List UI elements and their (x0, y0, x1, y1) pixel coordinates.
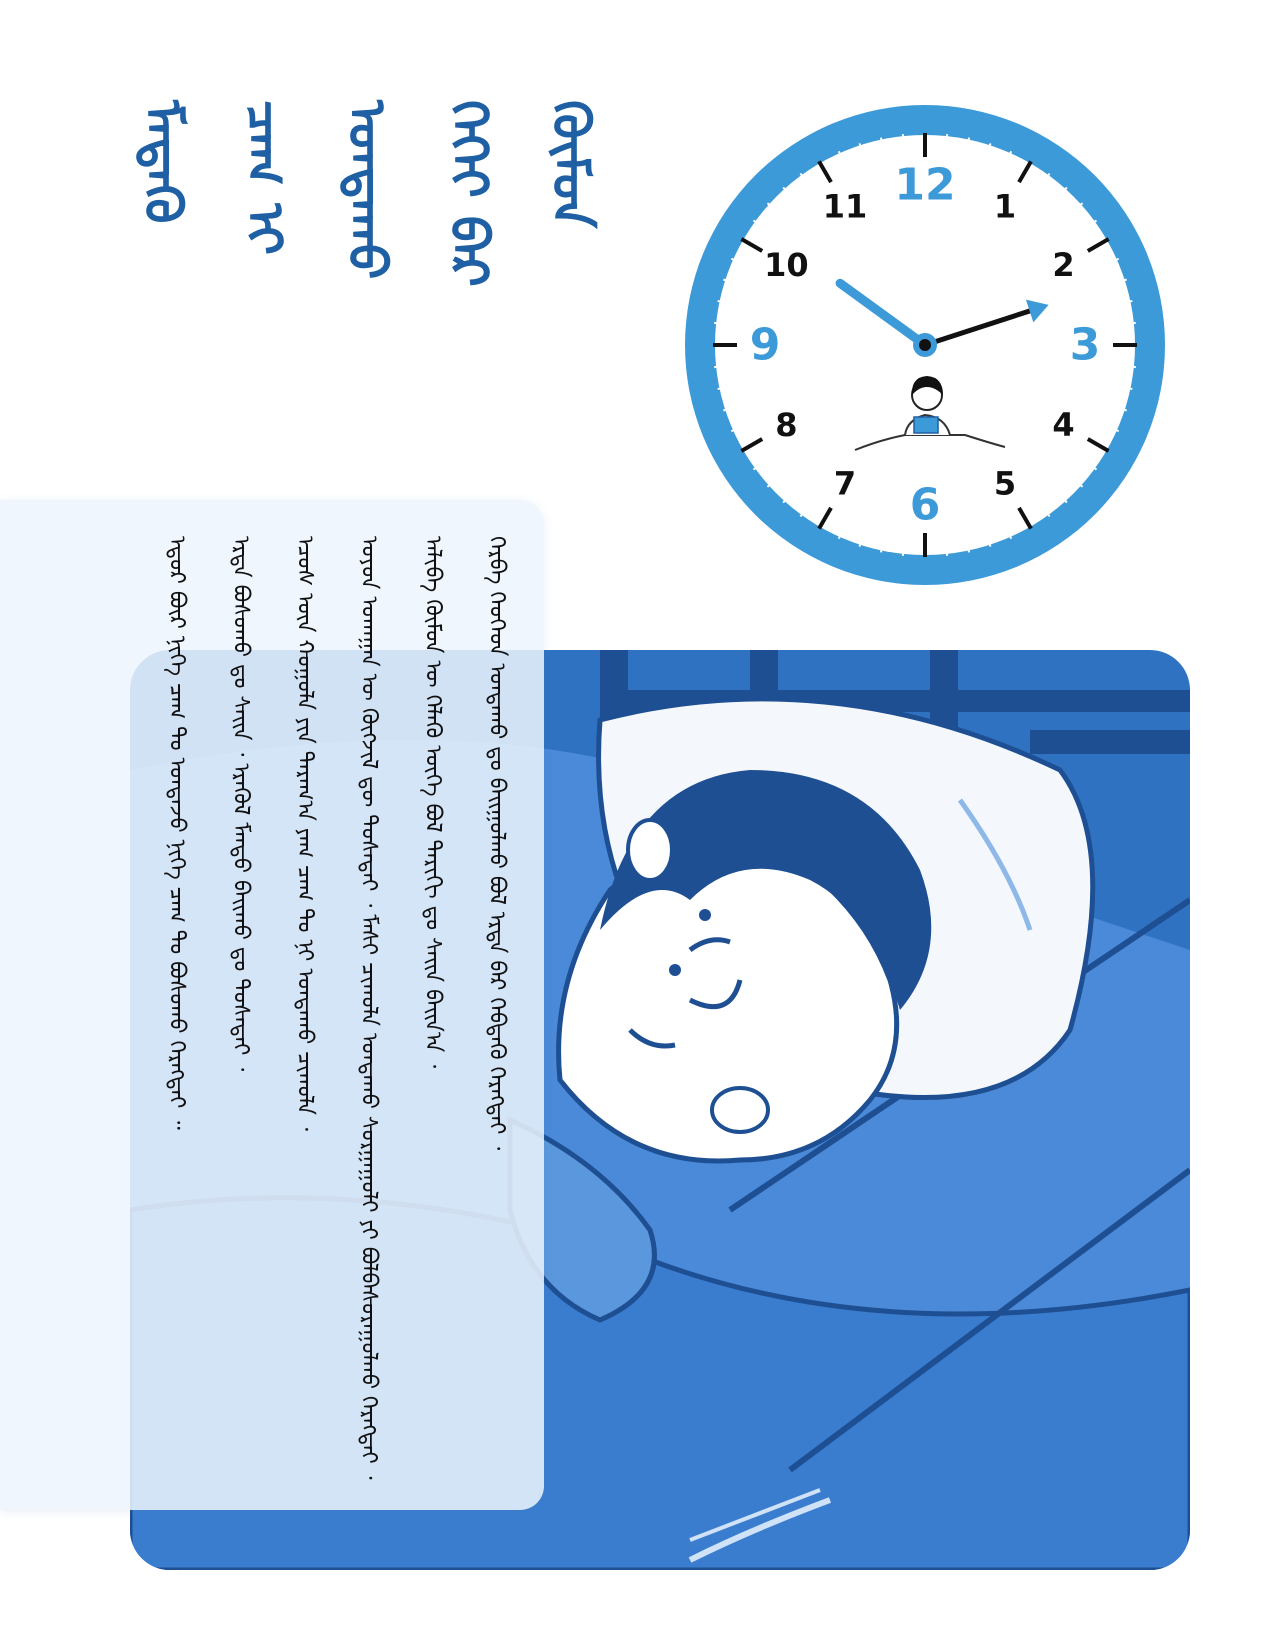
clock-number: 2 (1052, 246, 1075, 284)
text-panel (0, 500, 544, 1510)
title-line: ᠬᠡᠭᠡᠢ ᠪᠡᠷ (438, 100, 498, 287)
clock-minute-tick (903, 544, 904, 556)
clock-number: 8 (775, 406, 798, 444)
body-text-line: ᠬᠡᠷᠪᠡ ᠬᠡᠦᠬᠡᠳ ᠤᠨᠲᠠᠬᠤ ᠳᠤ ᠪᠠᠢᠭᠤᠯᠬᠤ ᠪᠣᠯ ᠡᠷᠲᠡ ᠪᠡᠷ ᠬᠡᠪᠲᠡᠬᠦ ᠬᠡᠷᠡᠭᠲᠡᠢ ᠂ (484, 536, 509, 1151)
title-line: ᠴᠠᠭ ᠢ (234, 100, 294, 255)
clock-center-dot (919, 339, 931, 351)
clock-number: 10 (764, 246, 809, 284)
body-text (40, 536, 520, 1480)
clock-number: 9 (749, 319, 781, 371)
body-text-line: ᠠᠯᠢᠪᠠ ᠬᠦᠮᠦᠨ ᠦ ᠬᠡᠯᠡᠬᠦ ᠦᠭᠡ ᠪᠣᠯ ᠲᠠᠷᠢᠬᠢ ᠳᠤ ᠰᠠᠢᠨ ᠪᠠᠢᠨ᠎ᠠ ᠂ (420, 536, 445, 1069)
clock-minute-tick (903, 134, 904, 146)
clock-minute-tick (1124, 366, 1136, 367)
body-text-line: ᠡᠴᠦᠰ ᠦᠨ ᠬᠣᠭᠣᠯᠠ ᠶᠢᠨ ᠳᠠᠷᠠᠭ᠎ᠠ ᠶᠠᠭ ᠴᠠᠭ ᠲᠤ ᠨᠢ ᠤᠨᠲᠠᠬᠤ ᠴᠢᠬᠤᠯᠠ ᠂ (292, 536, 317, 1131)
title-line: ᠮᠡᠳᠡᠬᠦ (132, 100, 192, 224)
clock-number: 7 (833, 464, 857, 503)
clock-minute-tick (714, 323, 726, 324)
clock-number: 3 (1069, 319, 1101, 371)
clock-minute-tick (1124, 323, 1136, 324)
clock-number: 4 (1052, 406, 1075, 444)
clock-number: 6 (909, 479, 941, 531)
clock-number: 1 (993, 187, 1017, 226)
clock-minute-tick (714, 366, 726, 367)
wall-clock (675, 95, 1175, 595)
clock-minute-tick (946, 544, 947, 556)
clock-number: 12 (894, 159, 956, 211)
clock-number: 5 (993, 464, 1017, 503)
clock-minute-tick (946, 134, 947, 146)
body-text-line: ᠣᠶᠤᠨ ᠤᠬᠠᠭᠠᠨ ᠦ ᠬᠥᠭᠵᠢᠯ ᠳᠦ ᠲᠤᠰᠠᠲᠠᠢ ᠂ ᠮᠠᠰᠢ ᠴᠢᠬᠤᠯᠠ ᠤᠨᠲᠠᠬᠤ ᠰᠤᠷᠭᠠᠭᠤᠯᠢ ᠶᠢ ᠪᠣᠯᠪᠠᠰᠤᠷᠠᠭᠤᠯᠬᠤ ᠬᠡᠷᠡᠭᠲᠡᠢ ᠂ (356, 536, 381, 1480)
title-line: ᠬᠦᠮᠦᠨ (540, 100, 600, 229)
title-block (100, 100, 600, 400)
title-line: ᠤᠨᠲᠠᠬᠤ (336, 100, 396, 280)
clock-number: 11 (822, 187, 868, 226)
body-text-line: ᠡᠳᠦᠷ ᠪᠦᠷ ᠨᠢᠭᠡ ᠴᠠᠭ ᠲᠤ ᠤᠨᠲᠠᠵᠤ ᠨᠢᠭᠡ ᠴᠠᠭ ᠲᠤ ᠪᠣᠰᠤᠬᠤ ᠬᠡᠷᠡᠭᠲᠡᠢ ᠃ (164, 536, 189, 1130)
body-text-line: ᠡᠷᠲᠡ ᠪᠤᠰᠤᠬᠤ ᠳᠤ ᠰᠠᠢᠨ ᠂ ᠡᠷᠡᠭᠦᠯ ᠮᠡᠨᠳᠦ ᠪᠠᠢᠬᠤ ᠳᠤ ᠲᠤᠰᠠᠲᠠᠢ ᠂ (228, 536, 253, 1072)
